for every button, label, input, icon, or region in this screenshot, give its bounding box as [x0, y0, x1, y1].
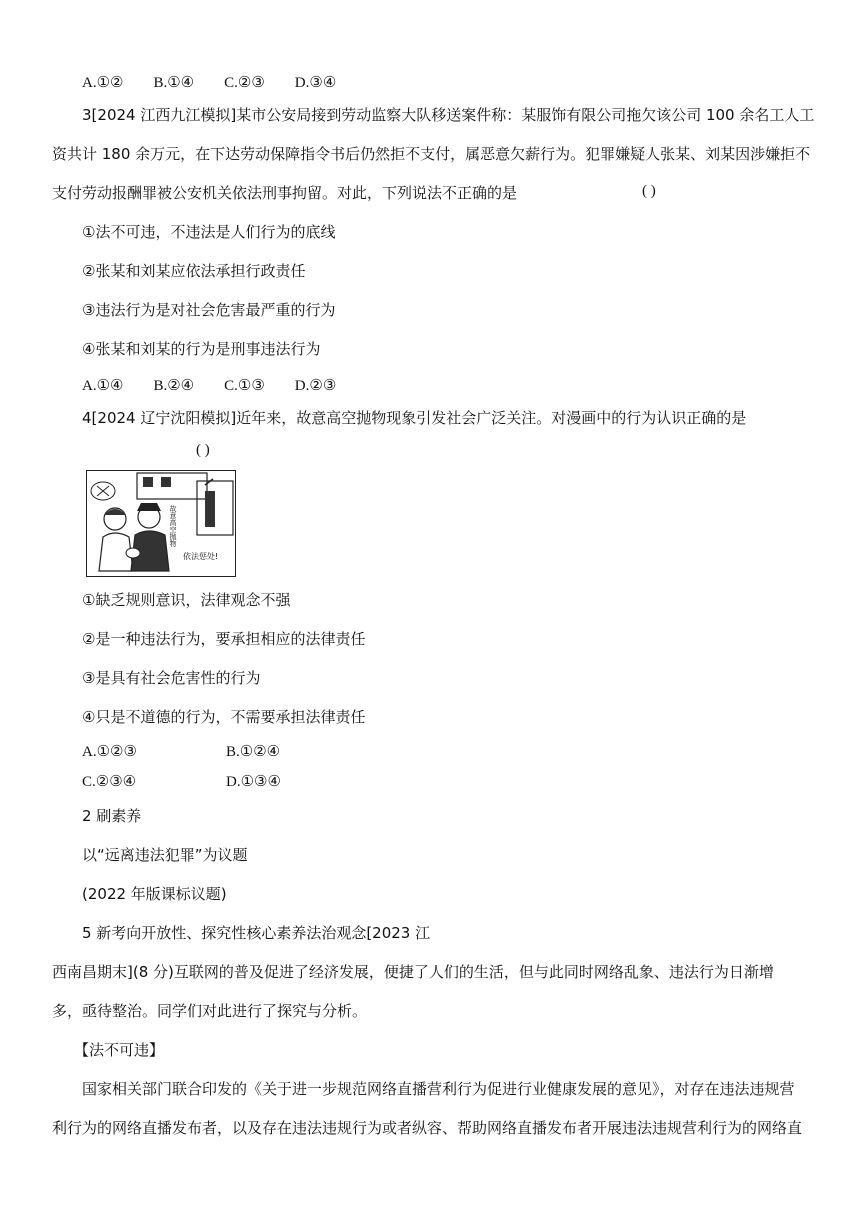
q3-option-a: A.①④	[82, 378, 124, 394]
q4-statement-4: ④只是不道德的行为，不需要承担法律责任	[82, 708, 366, 726]
q5-paragraph-line1: 国家相关部门联合印发的《关于进一步规范网络直播营利行为促进行业健康发展的意见》，对存在违法违规营	[82, 1080, 795, 1098]
q5-line1: 5 新考向开放性、探究性核心素养法治观念[2023 江	[82, 924, 431, 942]
q3-answer-paren: ( )	[642, 183, 656, 199]
q3-options	[82, 375, 808, 396]
q5-sub-heading: 【法不可违】	[74, 1041, 165, 1059]
q4-option-a: A.①②③	[82, 744, 137, 760]
q2-option-c: C.②③	[224, 75, 265, 91]
q3-stem-line2: 资共计 180 余万元，在下达劳动保障指令书后仍然拒不支付，属恶意欠薪行为。犯罪嫌疑人张某、刘某因涉嫌拒不	[52, 145, 811, 163]
q5-paragraph-line2: 利行为的网络直播发布者，以及存在违法违规行为或者纵容、帮助网络直播发布者开展违法违规营利行为的网络直	[52, 1119, 803, 1137]
q2-option-d: D.③④	[294, 75, 337, 91]
q5-line3: 多，亟待整治。同学们对此进行了探究与分析。	[52, 1002, 368, 1020]
q3-stem-line1: 3[2024 江西九江模拟]某市公安局接到劳动监察大队移送案件称：某服饰有限公司拖欠该公司 100 余名工人工	[82, 106, 815, 124]
q2-options	[82, 72, 808, 93]
q3-option-d: D.②③	[294, 378, 337, 394]
section-topic: 以“远离违法犯罪”为议题	[82, 846, 248, 864]
q4-option-d: D.①③④	[226, 774, 281, 790]
cartoon-caption: 依法惩处!	[183, 552, 219, 561]
q3-option-c: C.①③	[224, 378, 265, 394]
q4-statement-1: ①缺乏规则意识，法律观念不强	[82, 591, 291, 609]
q2-option-a: A.①②	[82, 75, 124, 91]
q4-answer-paren: ( )	[196, 442, 210, 458]
q5-line2: 西南昌期末](8 分)互联网的普及促进了经济发展，便捷了人们的生活，但与此同时网络乱象、违法行为日渐增	[52, 963, 774, 981]
q4-option-b: B.①②④	[226, 744, 281, 760]
q4-statement-2: ②是一种违法行为，要承担相应的法律责任	[82, 630, 366, 648]
q4-option-c: C.②③④	[82, 774, 137, 790]
cartoon-sign-text: 故意高空抛物	[169, 505, 177, 547]
q3-statement-4: ④张某和刘某的行为是刑事违法行为	[82, 340, 321, 358]
section-heading: 2 刷素养	[82, 807, 142, 825]
q4-statement-3: ③是具有社会危害性的行为	[82, 669, 261, 687]
q4-stem: 4[2024 辽宁沈阳模拟]近年来，故意高空抛物现象引发社会广泛关注。对漫画中的行为认识正确的是	[82, 409, 747, 427]
q3-option-b: B.②④	[153, 378, 195, 394]
section-source: (2022 年版课标议题)	[82, 885, 227, 903]
q3-stem-line3: 支付劳动报酬罪被公安机关依法刑事拘留。对此，下列说法不正确的是	[52, 184, 518, 202]
cartoon-image	[86, 470, 236, 577]
cartoon-drawing	[87, 471, 235, 576]
q3-statement-1: ①法不可违，不违法是人们行为的底线	[82, 223, 336, 241]
q3-statement-3: ③违法行为是对社会危害最严重的行为	[82, 301, 336, 319]
q2-option-b: B.①④	[153, 75, 195, 91]
q3-statement-2: ②张某和刘某应依法承担行政责任	[82, 262, 306, 280]
